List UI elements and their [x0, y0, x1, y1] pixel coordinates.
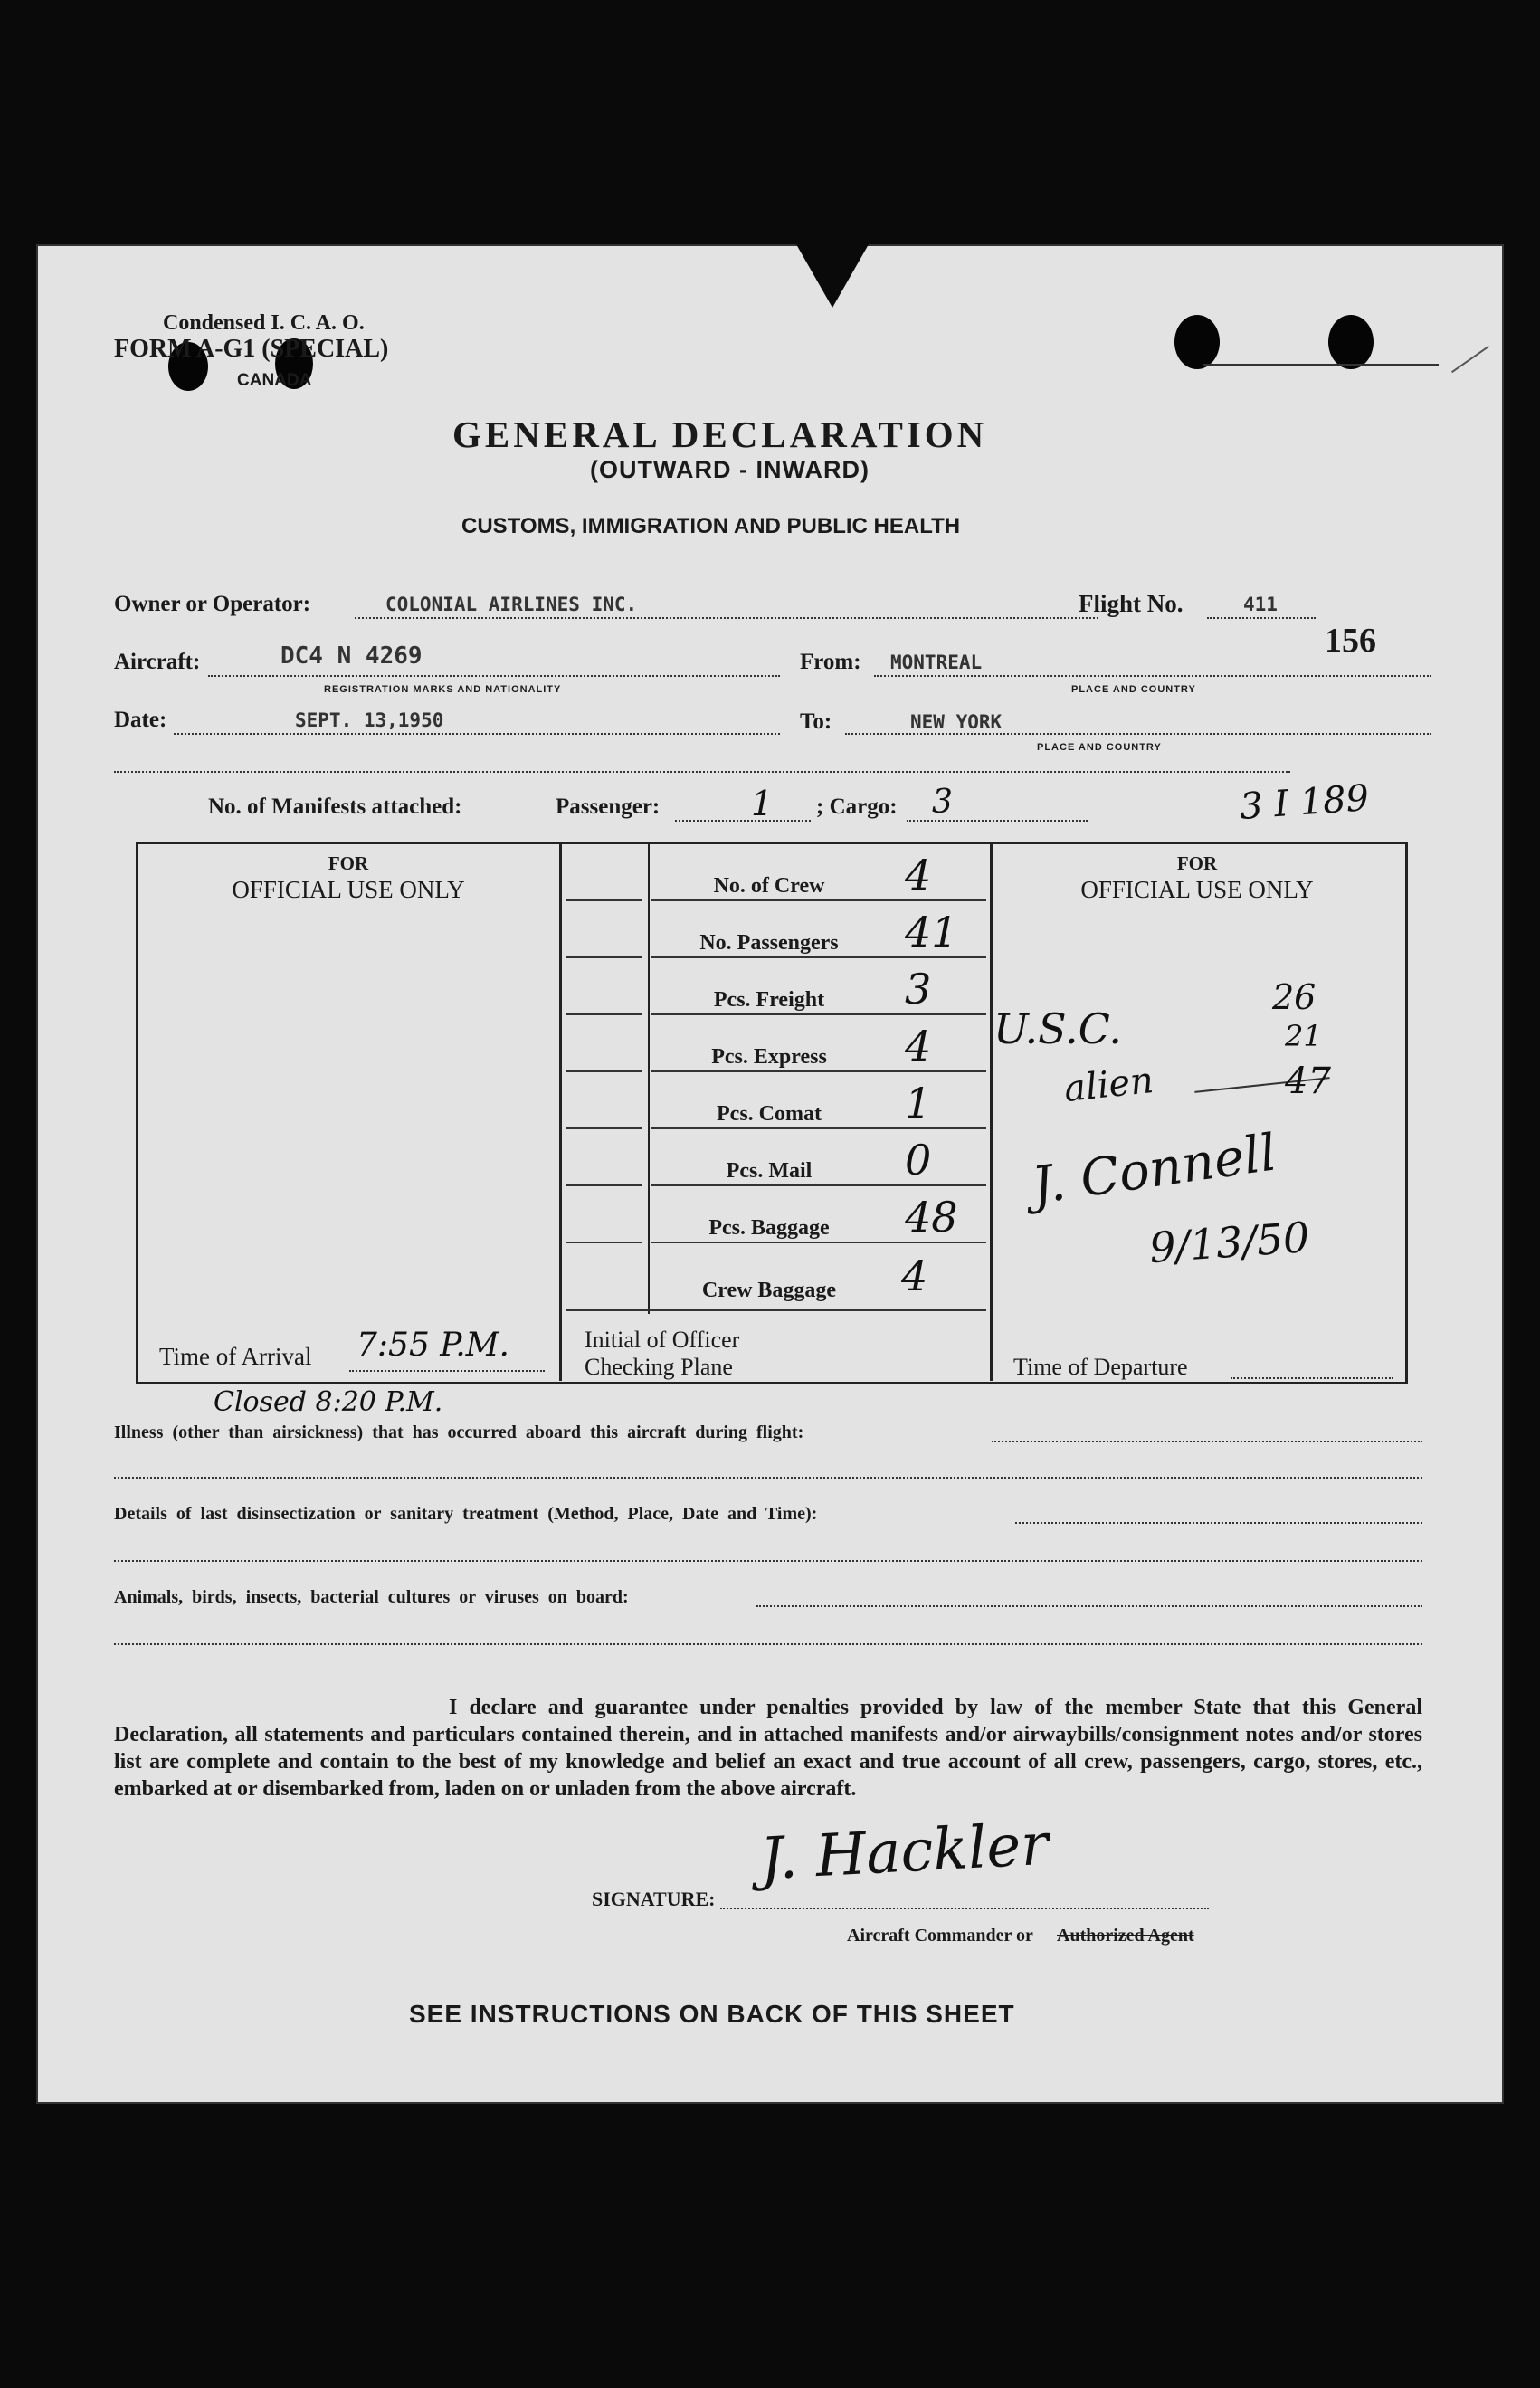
departure-line	[1231, 1377, 1393, 1379]
punch-hole-right-b	[1328, 315, 1374, 369]
count-label: Pcs. Comat	[717, 1102, 822, 1126]
aircraft-label: Aircraft:	[114, 650, 201, 674]
manifests-passenger-label: Passenger:	[556, 794, 661, 819]
note-line1: 26	[1272, 977, 1317, 1017]
count-row	[566, 1071, 986, 1128]
signature-caption-b: Authorized Agent	[1057, 1926, 1194, 1946]
signature-line	[720, 1908, 1209, 1909]
extra-line	[114, 771, 1290, 773]
official-right-label: OFFICIAL USE ONLY	[1080, 876, 1314, 903]
manifests-annotation: 3 I 189	[1238, 777, 1371, 828]
manifests-passenger-value: 1	[751, 784, 774, 823]
form-header-line1: Condensed I. C. A. O.	[163, 311, 365, 335]
officer-line2: Checking Plane	[585, 1354, 733, 1380]
to-value: NEW YORK	[910, 711, 1003, 733]
count-row	[566, 1242, 986, 1310]
note-line2: U.S.C.	[993, 1004, 1122, 1053]
illness-label: Illness (other than airsickness) that has occurred aboard this aircraft during flight:	[114, 1422, 804, 1442]
from-caption: PLACE AND COUNTRY	[1071, 684, 1196, 695]
count-label: Pcs. Express	[711, 1045, 827, 1069]
officer-line1: Initial of Officer	[585, 1327, 740, 1353]
flight-label: Flight No.	[1079, 590, 1184, 617]
page-subtitle: (OUTWARD - INWARD)	[590, 456, 870, 483]
count-row	[566, 957, 986, 1014]
arrival-label: Time of Arrival	[159, 1343, 312, 1370]
signature-label: SIGNATURE:	[592, 1888, 716, 1910]
count-label: Pcs. Mail	[726, 1159, 813, 1183]
count-label: No. Passengers	[699, 931, 839, 955]
note-line4: alien	[1061, 1059, 1156, 1111]
date-value: SEPT. 13,1950	[295, 709, 444, 731]
count-value: 4	[905, 1022, 932, 1070]
count-value: 41	[905, 908, 958, 956]
arrival-line	[349, 1370, 545, 1372]
count-label: Pcs. Freight	[713, 988, 825, 1012]
header-right-rule	[1203, 364, 1439, 366]
count-value: 4	[905, 851, 932, 899]
from-value: MONTREAL	[890, 652, 983, 673]
flight-annotation: 156	[1325, 622, 1376, 660]
animals-line	[756, 1605, 1422, 1607]
animals-line-2	[114, 1643, 1422, 1645]
from-label: From:	[800, 650, 861, 674]
count-row	[566, 900, 986, 957]
to-caption: PLACE AND COUNTRY	[1037, 742, 1162, 753]
signature-caption-a: Aircraft Commander or	[847, 1926, 1033, 1946]
disinsect-line	[1015, 1522, 1422, 1524]
count-label: Crew Baggage	[701, 1279, 837, 1302]
count-label: No. of Crew	[713, 874, 825, 898]
departure-label: Time of Departure	[1013, 1354, 1188, 1380]
page-title: GENERAL DECLARATION	[452, 414, 988, 455]
owner-value: COLONIAL AIRLINES INC.	[385, 594, 638, 615]
declaration-form	[36, 244, 1504, 2104]
to-line	[845, 733, 1431, 735]
torn-corner	[796, 244, 869, 308]
arrival-value: 7:55 P.M.	[356, 1327, 509, 1364]
count-value: 3	[905, 965, 932, 1013]
official-right-for: FOR	[1176, 852, 1218, 874]
declaration-text: I declare and guarantee under penalties provided by law of the member State that this General Declaration, all statements and particulars contained therein, and in attached manifests and/or airwaybills/consignment notes and/or stores list are complete and contain to the best of my knowledge and belief an exact and true account of all crew, passengers, cargo, stores, etc., embarked at or disembarked from, laden on or unladen from the above aircraft.	[114, 1696, 1422, 1801]
punch-hole-right-a	[1174, 315, 1220, 369]
note-line5: 47	[1285, 1061, 1331, 1102]
to-label: To:	[800, 709, 832, 734]
form-header-line3: CANADA	[237, 371, 312, 390]
section-heading: CUSTOMS, IMMIGRATION AND PUBLIC HEALTH	[461, 514, 961, 538]
flight-value: 411	[1243, 594, 1278, 615]
aircraft-value: DC4 N 4269	[280, 642, 423, 670]
count-label: Pcs. Baggage	[708, 1216, 830, 1240]
manifests-passenger-line	[675, 820, 811, 822]
owner-line	[355, 617, 1098, 619]
table-divider-1	[559, 843, 562, 1381]
note-date: 9/13/50	[1147, 1212, 1312, 1273]
animals-label: Animals, birds, insects, bacterial cultures or viruses on board:	[114, 1587, 629, 1607]
count-value: 4	[901, 1251, 928, 1300]
official-left-for: FOR	[328, 852, 369, 874]
table-divider-3	[990, 843, 993, 1381]
manifests-label: No. of Manifests attached:	[208, 794, 462, 819]
form-header-line2: FORM A-G1 (SPECIAL)	[114, 335, 389, 363]
counts-list	[566, 843, 986, 1314]
disinsect-line-2	[114, 1560, 1422, 1562]
illness-line	[992, 1441, 1422, 1442]
arrival-closed: Closed 8:20 P.M.	[214, 1386, 443, 1418]
aircraft-caption: REGISTRATION MARKS AND NATIONALITY	[324, 684, 562, 695]
signature-value: J. Hackler	[758, 1811, 1050, 1894]
owner-label: Owner or Operator:	[114, 592, 311, 616]
aircraft-line	[208, 675, 780, 677]
flight-line	[1207, 617, 1316, 619]
disinsect-label: Details of last disinsectization or sanitary treatment (Method, Place, Date and Time):	[114, 1504, 818, 1524]
footer-instructions: SEE INSTRUCTIONS ON BACK OF THIS SHEET	[409, 2000, 1015, 2028]
manifests-cargo-label: ; Cargo:	[816, 794, 898, 819]
count-row	[566, 843, 986, 900]
note-signature: J. Connell	[1028, 1123, 1280, 1216]
count-row	[566, 1014, 986, 1071]
manifests-cargo-value: 3	[932, 784, 953, 821]
count-value: 1	[905, 1079, 932, 1127]
count-row	[566, 1128, 986, 1185]
note-line3: 21	[1285, 1019, 1322, 1053]
count-row	[566, 1185, 986, 1242]
count-row-line-a	[566, 1309, 986, 1311]
official-left-label: OFFICIAL USE ONLY	[232, 876, 465, 903]
count-value: 48	[905, 1193, 958, 1242]
illness-line-2	[114, 1477, 1422, 1479]
from-line	[874, 675, 1431, 677]
count-value: 0	[905, 1136, 932, 1184]
date-line	[174, 733, 780, 735]
date-label: Date:	[114, 708, 167, 732]
